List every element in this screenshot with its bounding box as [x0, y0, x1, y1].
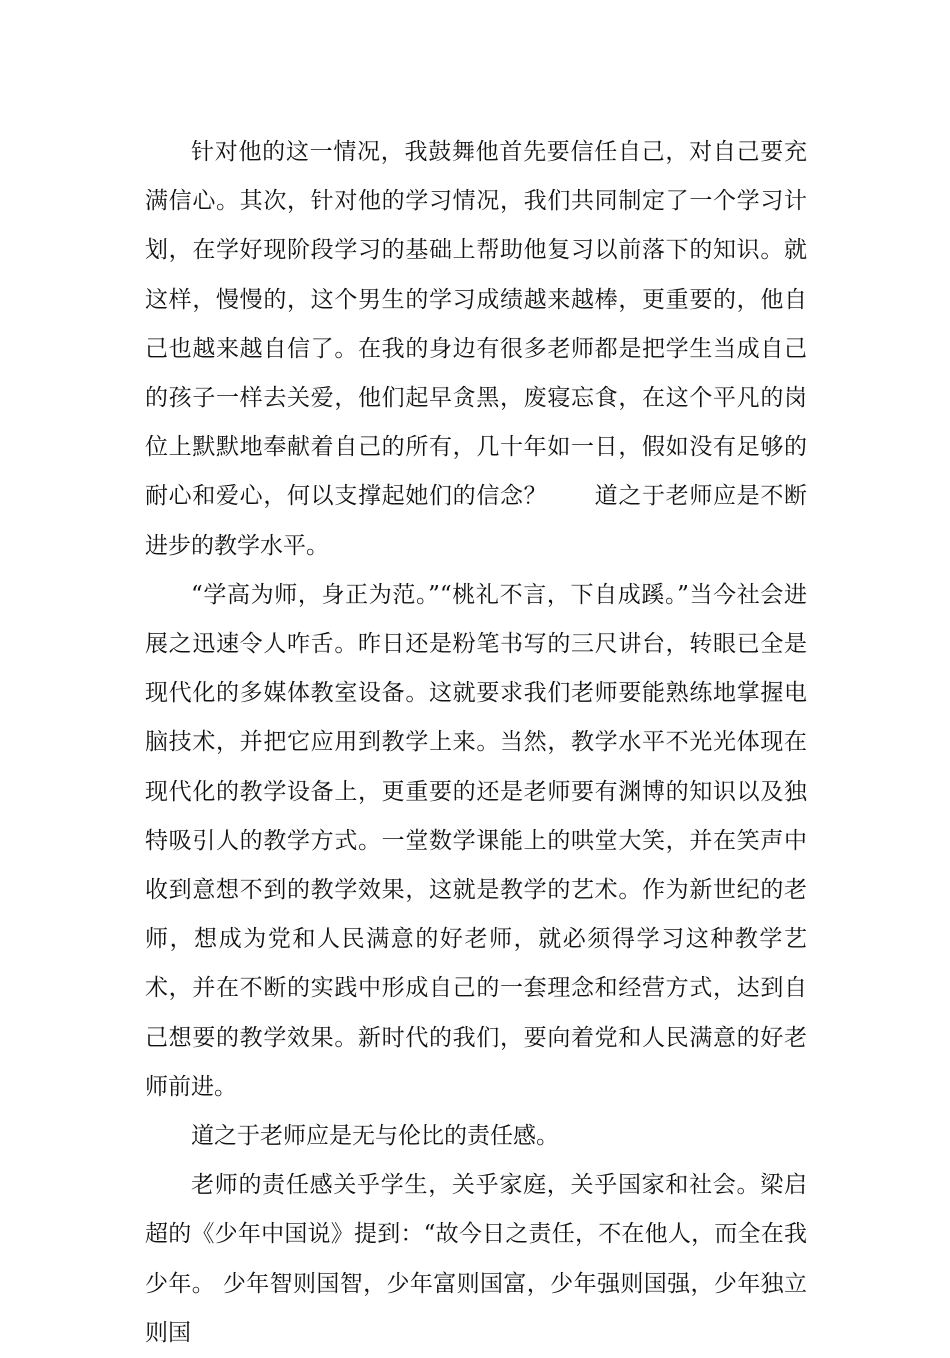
- document-body: [145, 128, 807, 1358]
- paragraph: “学高为师，身正为范。”“桃礼不言，下自成蹊。”当今社会进展之迅速令人咋舌。昨日还是粉笔书写的三尺讲台，转眼已全是现代化的多媒体教室设备。这就要求我们老师要能熟练地掌握电脑技术，并把它应用到教学上来。当然，教学水平不光光体现在现代化的教学设备上，更重要的还是老师要有渊博的知识以及独特吸引人的教学方式。一堂数学课能上的哄堂大笑，并在笑声中收到意想不到的教学效果，这就是教学的艺术。作为新世纪的老师，想成为党和人民满意的好老师，就必须得学习这种教学艺术，并在不断的实践中形成自己的一套理念和经营方式，达到自己想要的教学效果。新时代的我们，要向着党和人民满意的好老师前进。: [145, 581, 807, 1100]
- paragraph: 道之于老师应是无与伦比的责任感。: [191, 1123, 559, 1150]
- paragraph: 针对他的这一情况，我鼓舞他首先要信任自己，对自己要充满信心。其次，针对他的学习情况，我们共同制定了一个学习计划，在学好现阶段学习的基础上帮助他复习以前落下的知识。就这样，慢慢的，这个男生的学习成绩越来越棒，更重要的，他自己也越来越自信了。在我的身边有很多老师都是把学生当成自己的孩子一样去关爱，他们起早贪黑，废寝忘食，在这个平凡的岗位上默默地奉献着自己的所有，几十年如一日，假如没有足够的耐心和爱心，何以支撑起她们的信念？ 道之于老师应是不断进步的教学水平。: [145, 139, 807, 559]
- paragraph: 老师的责任感关乎学生，关乎家庭，关乎国家和社会。梁启超的《少年中国说》提到：“故今日之责任，不在他人，而全在我少年。 少年智则国智，少年富则国富，少年强则国强，少年独立则国: [145, 1172, 807, 1346]
